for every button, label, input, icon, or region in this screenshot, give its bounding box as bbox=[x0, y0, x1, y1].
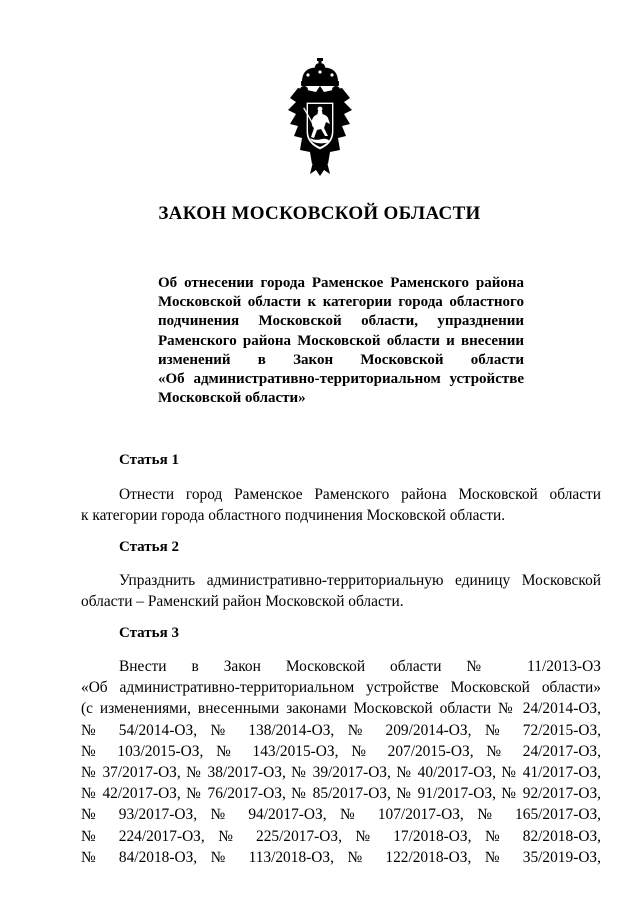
article-line: (с изменениями, внесенными законами Московской области № 24/2014-ОЗ, bbox=[81, 700, 601, 718]
article-line: «Об административно-территориальном устройстве Московской области» bbox=[81, 679, 601, 697]
article-line: № 93/2017-ОЗ, № 94/2017-ОЗ, № 107/2017-ОЗ, № 165/2017-ОЗ, bbox=[81, 806, 601, 824]
subject-line: изменений в Закон Московской области bbox=[158, 351, 524, 368]
article-line: № 42/2017-ОЗ, № 76/2017-ОЗ, № 85/2017-ОЗ, № 91/2017-ОЗ, № 92/2017-ОЗ, bbox=[81, 785, 601, 803]
article-3-text bbox=[81, 656, 601, 868]
article-2-heading: Статья 2 bbox=[119, 539, 179, 555]
coat-of-arms-icon bbox=[284, 58, 356, 178]
article-line: к категории города областного подчинения Московской области. bbox=[81, 507, 506, 525]
subject-line: Московской области» bbox=[158, 390, 306, 407]
article-line: № 54/2014-ОЗ, № 138/2014-ОЗ, № 209/2014-ОЗ, № 72/2015-ОЗ, bbox=[81, 721, 601, 739]
document-title: ЗАКОН МОСКОВСКОЙ ОБЛАСТИ bbox=[158, 203, 481, 224]
article-line: № 224/2017-ОЗ, № 225/2017-ОЗ, № 17/2018-ОЗ, № 82/2018-ОЗ, bbox=[81, 827, 601, 845]
article-line: № 84/2018-ОЗ, № 113/2018-ОЗ, № 122/2018-ОЗ, № 35/2019-ОЗ, bbox=[81, 848, 601, 866]
article-line: Отнести город Раменское Раменского района Московской области bbox=[119, 486, 601, 503]
article-3-heading: Статья 3 bbox=[119, 625, 179, 641]
article-line: № 103/2015-ОЗ, № 143/2015-ОЗ, № 207/2015-ОЗ, № 24/2017-ОЗ, bbox=[81, 742, 601, 760]
article-1-text bbox=[81, 484, 601, 526]
article-line: Упразднить административно-территориальную единицу Московской bbox=[119, 572, 601, 589]
article-line: № 37/2017-ОЗ, № 38/2017-ОЗ, № 39/2017-ОЗ, № 40/2017-ОЗ, № 41/2017-ОЗ, bbox=[81, 764, 601, 782]
article-2-text bbox=[81, 570, 601, 612]
subject-line: Московской области к категории города областного bbox=[158, 294, 524, 311]
law-subject bbox=[158, 274, 524, 408]
subject-line: «Об административно-территориальном устройстве bbox=[158, 371, 524, 388]
article-1-heading: Статья 1 bbox=[119, 452, 179, 468]
subject-line: подчинения Московской области, упразднении bbox=[158, 313, 524, 330]
article-line: Внести в Закон Московской области № 11/2013-ОЗ bbox=[119, 658, 601, 675]
subject-line: Раменского района Московской области и внесении bbox=[158, 332, 524, 349]
subject-line: Об отнесении города Раменское Раменского района bbox=[158, 275, 524, 291]
article-line: области – Раменский район Московской области. bbox=[81, 593, 404, 611]
